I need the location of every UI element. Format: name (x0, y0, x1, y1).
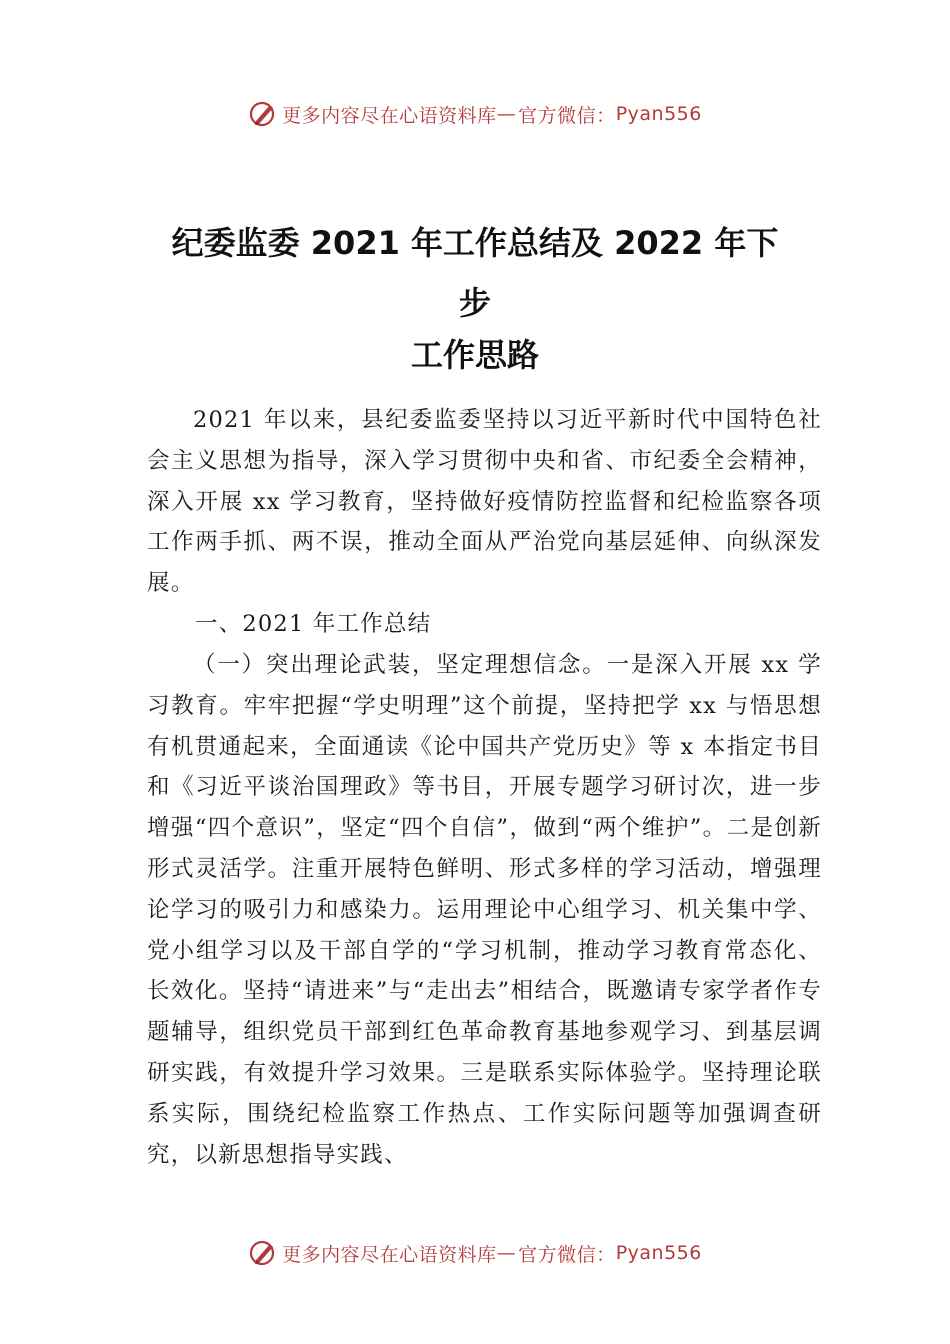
banner-wechat-label: 官方微信： (518, 104, 616, 127)
banner-wechat-handle: Pyan556 (615, 103, 702, 125)
document-title-line-2: 步 (458, 284, 491, 322)
document-title-line-1: 纪委监委 2021 年工作总结及 2022 年下 (171, 224, 779, 262)
section-paragraph: （一）突出理论武装，坚定理想信念。一是深入开展 xx 学习教育。牢牢把握“学史明理”这个前提，坚持把学 xx 与悟思想有机贯通起来，全面通读《论中国共产党历史》等 x 本指定书目和《习近平谈治国理政》等书目，开展专题学习研讨次，进一步增强“四个意识”，坚定“四个自信”，做到“两个维护”。二是创新形式灵活学。注重开展特色鲜明、形式多样的学习活动，增强理论学习的吸引力和感染力。运用理论中心组学习、机关集中学、党小组学习以及干部自学的“学习机制，推动学习教育常态化、长效化。坚持“请进来”与“走出去”相结合，既邀请专家学者作专题辅导，组织党员干部到红色革命教育基地参观学习、到基层调研实践，有效提升学习效果。三是联系实际体验学。坚持理论联系实际，围绕纪检监察工作热点、工作实际问题等加强调查研究，以新思想指导实践、 (147, 652, 822, 1168)
banner-site-text: 更多内容尽在心语资料库 (282, 1243, 497, 1266)
document-title-line-3: 工作思路 (410, 336, 539, 374)
banner-site-text: 更多内容尽在心语资料库 (282, 104, 497, 127)
banner-wechat-label: 官方微信： (518, 1243, 616, 1266)
banner-dash: — (496, 103, 517, 125)
intro-paragraph: 2021 年以来，县纪委监委坚持以习近平新时代中国特色社会主义思想为指导，深入学习贯彻中央和省、市纪委全会精神，深入开展 xx 学习教育，坚持做好疫情防控监督和纪检监察各项工作两手抓、两不误，推动全面从严治党向基层延伸、向纵深发展。 (147, 407, 822, 597)
banner-wechat-handle: Pyan556 (615, 1242, 702, 1264)
header-watermark-banner (0, 94, 950, 134)
banner-dash: — (496, 1242, 517, 1264)
section-heading: 一、2021 年工作总结 (195, 611, 432, 637)
footer-watermark-banner (0, 1233, 950, 1273)
pen-logo-icon (248, 99, 278, 129)
pen-logo-icon (248, 1238, 278, 1268)
